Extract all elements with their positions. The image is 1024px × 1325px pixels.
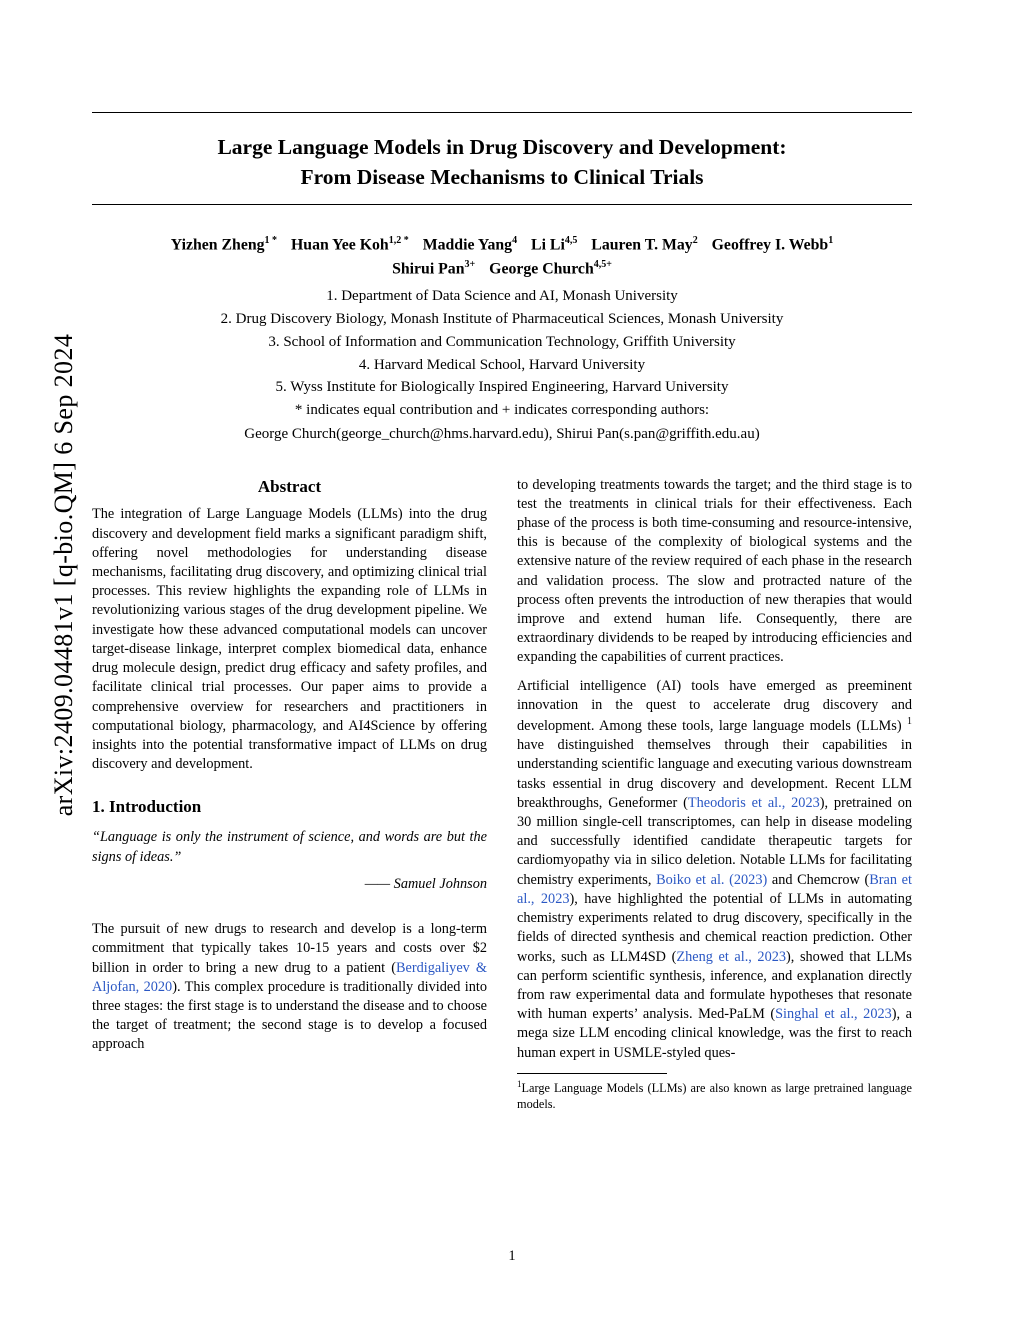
right-text-e: ), have highlighted the potential of LLMs in automating chemistry experiments related to drug discovery, specifically in the fields of directed synthesis and chemical reaction prediction. Other works, such as LLM4SD ( <box>517 890 912 965</box>
intro-text-b: ). This complex procedure is traditionally divided into three stages: the first stage is to understand the disease and to choose the target of treatment; the second stage is to develop a focused approach <box>92 978 487 1053</box>
corresponding-contact: George Church(george_church@hms.harvard.edu), Shirui Pan(s.pan@griffith.edu.au) <box>244 426 760 442</box>
author-affil-marker: 1 <box>828 235 834 247</box>
author-affil-marker: 4 <box>512 235 518 247</box>
abstract-text: The integration of Large Language Models (LLMs) into the drug discovery and development field marks a significant paradigm shift, offering novel methodologies for understanding disease mechanisms, facilitating drug discovery, and optimizing clinical trial processes. This review highlights the expanding role of LLMs in revolutionizing various stages of the drug development pipeline. We investigate how these advanced computational models can uncover target-disease linkage, interpret complex biomedical data, enhance drug molecule design, predict drug efficacy and safety profiles, and facilitate clinical trial processes. Our paper aims to provide a comprehensive overview for researchers and practitioners in computational biology, pharmacology, and AI4Science by offering insights into the potential transformative impact of LLMs on drug discovery and development. <box>92 506 487 773</box>
arxiv-stamp: arXiv:2409.04481v1 [q-bio.QM] 6 Sep 2024 <box>49 333 78 817</box>
right-text-c: ), pretrained on 30 million single-cell transcriptomes, can help in disease modeling and successfully identified candidate therapeutic targets for cardiomyopathy via in silico deletion. Notable LLMs for facilitating chemistry experiments, <box>517 794 913 888</box>
intro-text-a: The pursuit of new drugs to research and develop is a long-term commitment that typically takes 10-15 years and costs over $2 billion in order to bring a new drug to a patient ( <box>92 921 487 976</box>
epigraph-attribution: —— Samuel Johnson <box>364 875 487 892</box>
body-columns <box>92 476 912 1113</box>
author-name: Huan Yee Koh <box>291 236 389 254</box>
right-text-a: Artificial intelligence (AI) tools have emerged as preeminent innovation in the quest to accelerate drug discovery and development. Among these tools, large language models (LLMs) <box>517 677 912 734</box>
right-column <box>517 476 912 1113</box>
right-text-g: ), a mega size LLM encoding clinical knowledge, was the first to reach human expert in USMLE-styled ques- <box>517 1006 912 1061</box>
author-name: Maddie Yang <box>422 236 513 254</box>
section-heading-introduction: 1. Introduction <box>92 797 202 817</box>
intro-paragraph-1 <box>92 920 487 1055</box>
affiliation-item: 5. Wyss Institute for Biologically Inspired Engineering, Harvard University <box>275 379 729 396</box>
author-name: Geoffrey I. Webb <box>711 236 829 254</box>
author-affil-marker: 2 <box>692 235 698 247</box>
affiliation-item: 4. Harvard Medical School, Harvard University <box>358 356 646 373</box>
right-paragraph-1: to developing treatments towards the target; and the third stage is to test the treatments in clinical trials for their effectiveness. Each phase of the process is both time-consuming and resource-intensive, this is because of the complexity of biological systems and the extensive nature of the review required of each phase in the research and validation process. The slow and protracted nature of the process often prevents the introduction of new therapies that would improve and extend human life. Consequently, there are extraordinary dividends to be reaped by introducing efficiencies and expanding the capabilities of current practices. <box>517 476 912 666</box>
title-line-2: From Disease Mechanisms to Clinical Trials <box>300 164 704 189</box>
footnote-marker[interactable]: 1 <box>907 716 912 728</box>
affiliation-item: 3. School of Information and Communication Technology, Griffith University <box>268 333 736 350</box>
footnote-text: Large Language Models (LLMs) are also known as large pretrained language models. <box>517 1080 912 1112</box>
author-affil-marker: 4,5+ <box>593 259 612 271</box>
author-name: Yizhen Zheng <box>170 236 265 254</box>
citation-bran[interactable]: Bran et al., 2023 <box>517 871 912 907</box>
author-row-1 <box>92 233 912 257</box>
page-number: 1 <box>508 1248 516 1264</box>
author-name: Li Li <box>531 236 565 254</box>
affiliation-item: 2. Drug Discovery Biology, Monash Institute of Pharmaceutical Sciences, Monash University <box>220 311 784 328</box>
right-paragraph-2 <box>517 677 912 1063</box>
citation-boiko[interactable]: Boiko et al. (2023) <box>656 871 768 888</box>
left-column <box>92 476 487 1113</box>
footnote-number: 1 <box>517 1078 522 1089</box>
author-affil-marker: 3+ <box>464 259 476 271</box>
author-name: George Church <box>489 260 594 278</box>
author-row-2 <box>92 257 912 281</box>
footnote <box>517 1079 912 1113</box>
author-name: Lauren T. May <box>591 236 693 254</box>
author-affil-marker: 1 * <box>264 235 278 247</box>
right-text-f: ), showed that LLMs can perform scientific synthesis, inference, and explanation directly from raw experimental data and formulate hypotheses that resonate with human experts’ analysis. Med-PaLM ( <box>517 948 912 1023</box>
title-line-1: Large Language Models in Drug Discovery and Development: <box>217 135 787 159</box>
citation-theodoris[interactable]: Theodoris et al., 2023 <box>687 794 820 811</box>
page-title <box>92 113 912 204</box>
citation-singhal[interactable]: Singhal et al., 2023 <box>775 1006 892 1023</box>
affiliation-item: 1. Department of Data Science and AI, Monash University <box>326 288 678 305</box>
affiliations <box>92 285 912 422</box>
footnote-rule <box>517 1073 667 1074</box>
epigraph-quote: “Language is only the instrument of science, and words are but the signs of ideas.” <box>92 829 487 865</box>
author-name: Shirui Pan <box>392 260 465 278</box>
citation-berdigaliyev[interactable]: Berdigaliyev & Aljofan, 2020 <box>92 959 487 995</box>
affiliation-note: * indicates equal contribution and + indicates corresponding authors: <box>294 402 710 419</box>
paper-content <box>92 112 912 1112</box>
author-affil-marker: 1,2 * <box>388 235 409 247</box>
citation-zheng[interactable]: Zheng et al., 2023 <box>676 948 787 965</box>
author-list <box>92 205 912 445</box>
right-text-d: and Chemcrow ( <box>767 871 870 888</box>
author-affil-marker: 4,5 <box>564 235 578 247</box>
abstract-heading: Abstract <box>257 476 322 496</box>
right-text-b: have distinguished themselves through their capabilities in understanding scientific language and executing various downstream tasks essential in drug discovery and development. Recent LLM breakthroughs, Geneformer ( <box>517 737 912 811</box>
